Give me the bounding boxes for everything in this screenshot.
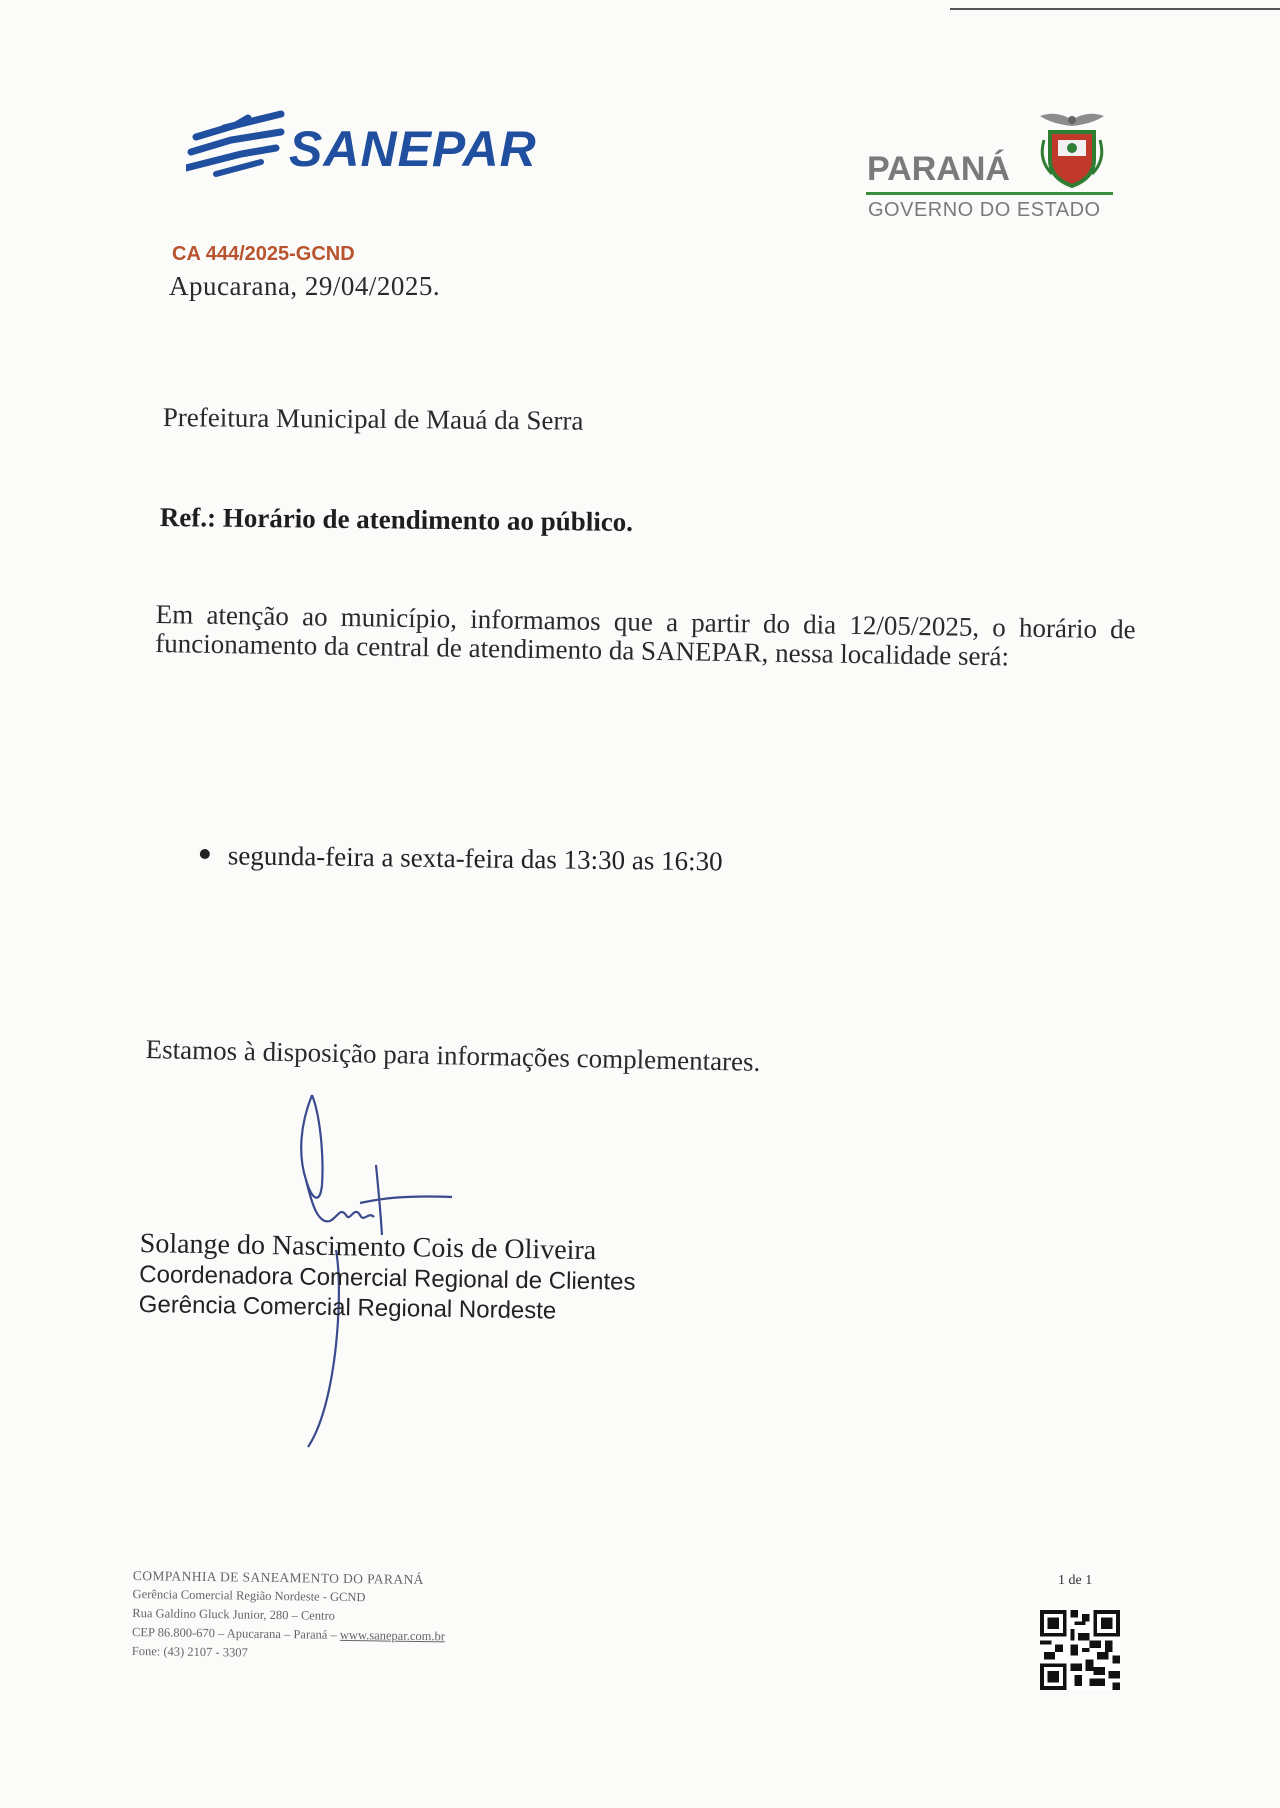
footer-company: COMPANHIA DE SANEAMENTO DO PARANÁ (132, 1567, 424, 1588)
sanepar-logo (186, 110, 566, 182)
signer-title: Coordenadora Comercial Regional de Clientes (139, 1260, 636, 1296)
schedule-list (200, 840, 723, 877)
closing-sentence: Estamos à disposição para informações complementares. (145, 1034, 761, 1077)
footer-street: Rua Galdino Gluck Junior, 280 – Centro (132, 1605, 336, 1623)
sanepar-logo-text: SANEPAR (289, 121, 537, 177)
document-code: CA 444/2025-GCND (172, 243, 355, 265)
scan-edge-line (950, 8, 1280, 10)
bullet-icon (200, 849, 210, 859)
footer-address (132, 1566, 446, 1665)
parana-green-rule (866, 192, 1113, 195)
signer-name: Solange do Nascimento Cois de Oliveira (139, 1228, 597, 1267)
body-paragraph: Em atenção ao município, informamos que a partir do dia 12/05/2025, o horário de funcionamento da central de atendimento da SANEPAR, nessa localidade será: (155, 599, 1136, 672)
footer-city: CEP 86.800-670 – Apucarana – Paraná – (131, 1624, 340, 1642)
list-item (200, 840, 723, 877)
signer-department: Gerência Comercial Regional Nordeste (138, 1290, 557, 1325)
recipient: Prefeitura Municipal de Mauá da Serra (162, 402, 584, 436)
parana-logo-subtitle: GOVERNO DO ESTADO (868, 199, 1101, 221)
parana-logo-name: PARANÁ (867, 150, 1010, 188)
parana-coat-of-arms-icon (1032, 110, 1112, 190)
parana-government-logo (862, 108, 1122, 228)
schedule-item-text: segunda-feira a sexta-feira das 13:30 as 16:30 (227, 840, 723, 877)
qr-code-icon (1040, 1610, 1120, 1690)
footer-phone: Fone: (43) 2107 - 3307 (131, 1643, 248, 1660)
sanepar-waves-icon (186, 110, 286, 182)
page-number: 1 de 1 (1058, 1573, 1093, 1588)
place-and-date: Apucarana, 29/04/2025. (169, 271, 441, 301)
reference-line: Ref.: Horário de atendimento ao público. (159, 502, 634, 537)
footer-website-link[interactable]: www.sanepar.com.br (339, 1627, 446, 1644)
signer-block (139, 1228, 637, 1328)
footer-unit: Gerência Comercial Região Nordeste - GCND (132, 1586, 366, 1605)
